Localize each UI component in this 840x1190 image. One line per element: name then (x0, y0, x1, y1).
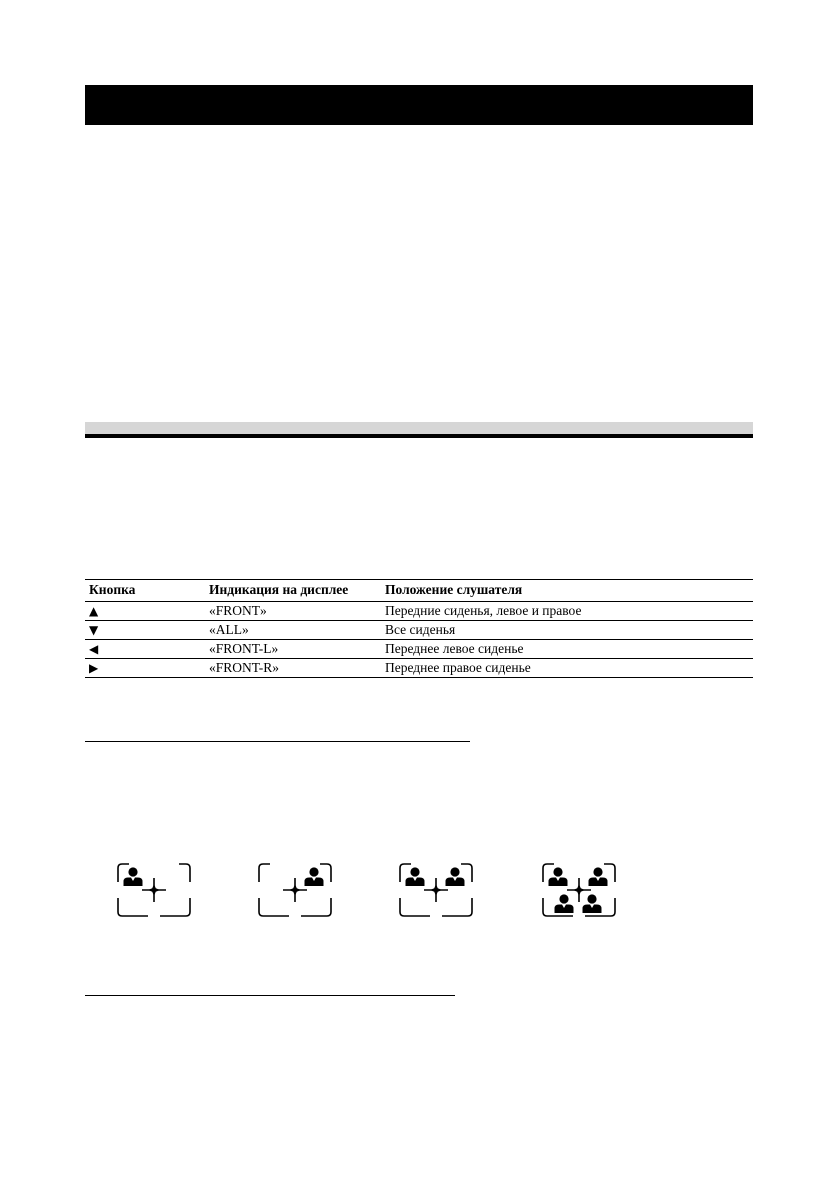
seat-front-left-icon (116, 862, 192, 918)
position-cell: Все сиденья (385, 622, 456, 637)
display-cell: «ALL» (209, 622, 249, 637)
listening-position-table (85, 579, 753, 678)
section-rule (85, 434, 753, 438)
display-cell: «FRONT-R» (209, 660, 280, 675)
header-bar (85, 85, 753, 125)
header-position: Положение слушателя (385, 582, 523, 597)
divider-rule (85, 741, 470, 742)
table-header-row (85, 580, 753, 602)
header-button: Кнопка (89, 582, 136, 597)
seat-front-both-icon (398, 862, 474, 918)
position-cell: Переднее левое сиденье (385, 641, 524, 656)
position-cell: Переднее правое сиденье (385, 660, 531, 675)
display-cell: «FRONT» (209, 603, 267, 618)
display-cell: «FRONT-L» (209, 641, 279, 656)
down-triangle-icon: ▼ (89, 623, 99, 637)
up-triangle-icon: ▲ (89, 604, 99, 618)
position-cell: Передние сиденья, левое и правое (385, 603, 582, 618)
table-row (85, 659, 753, 678)
right-triangle-icon: ▶ (89, 661, 99, 675)
section-band (85, 422, 753, 434)
table-row (85, 640, 753, 659)
table-row (85, 621, 753, 640)
seat-all-icon (541, 862, 617, 918)
seat-front-right-icon (257, 862, 333, 918)
table-row (85, 602, 753, 621)
header-display: Индикация на дисплее (209, 582, 349, 597)
divider-rule (85, 995, 455, 996)
left-triangle-icon: ◀ (89, 642, 99, 656)
